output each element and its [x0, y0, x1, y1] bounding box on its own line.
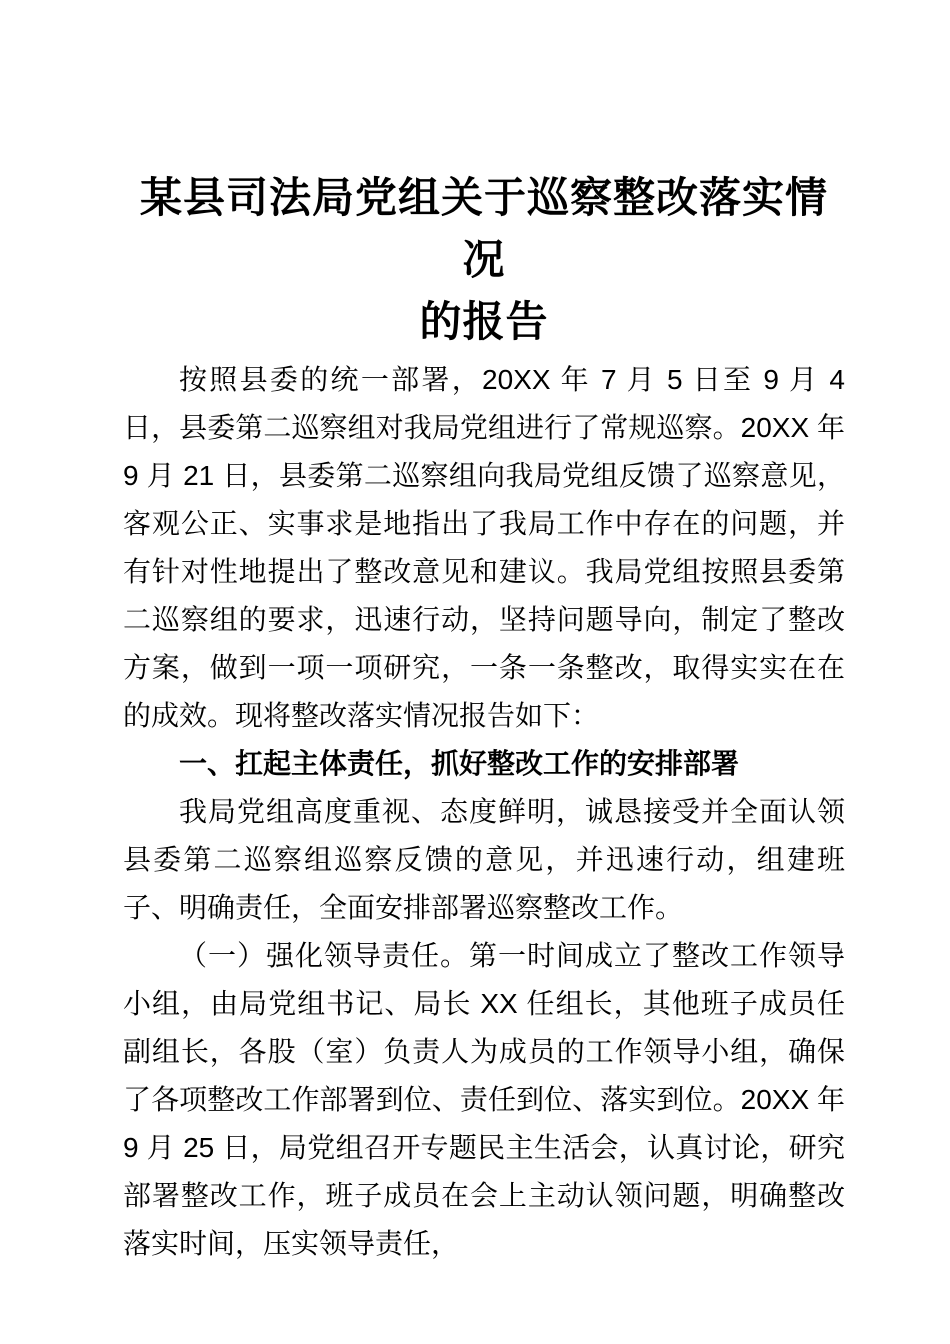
- paragraph-intro: 按照县委的统一部署，20XX 年 7 月 5 日至 9 月 4 日，县委第二巡察组对我局党组进行了常规巡察。20XX 年 9 月 21 日，县委第二巡察组向我局党组反馈了巡察意见，客观公正、实事求是地指出了我局工作中存在的问题，并有针对性地提出了整改意见和建议。我局党组按照县委第二巡察组的要求，迅速行动，坚持问题导向，制定了整改方案，做到一项一项研究，一条一条整改，取得实实在在的成效。现将整改落实情况报告如下：: [123, 364, 845, 731]
- document-title-line-2: 的报告: [419, 300, 549, 346]
- document-body: [123, 168, 845, 1268]
- section-heading-1: 一、扛起主体责任，抓好整改工作的安排部署: [179, 748, 740, 779]
- paragraph-section1-overview: 我局党组高度重视、态度鲜明，诚恳接受并全面认领县委第二巡察组巡察反馈的意见，并迅速行动，组建班子、明确责任，全面安排部署巡察整改工作。: [123, 796, 845, 923]
- document-title-line-1: 某县司法局党组关于巡察整改落实情况: [139, 176, 828, 284]
- document-title: [123, 168, 845, 354]
- paragraph-subsection-1-1: （一）强化领导责任。第一时间成立了整改工作领导小组，由局党组书记、局长 XX 任组长，其他班子成员任副组长，各股（室）负责人为成员的工作领导小组，确保了各项整改工作部署到位、责任到位、落实到位。20XX 年 9 月 25 日，局党组召开专题民主生活会，认真讨论，研究部署整改工作，班子成员在会上主动认领问题，明确整改落实时间，压实领导责任，: [123, 940, 845, 1259]
